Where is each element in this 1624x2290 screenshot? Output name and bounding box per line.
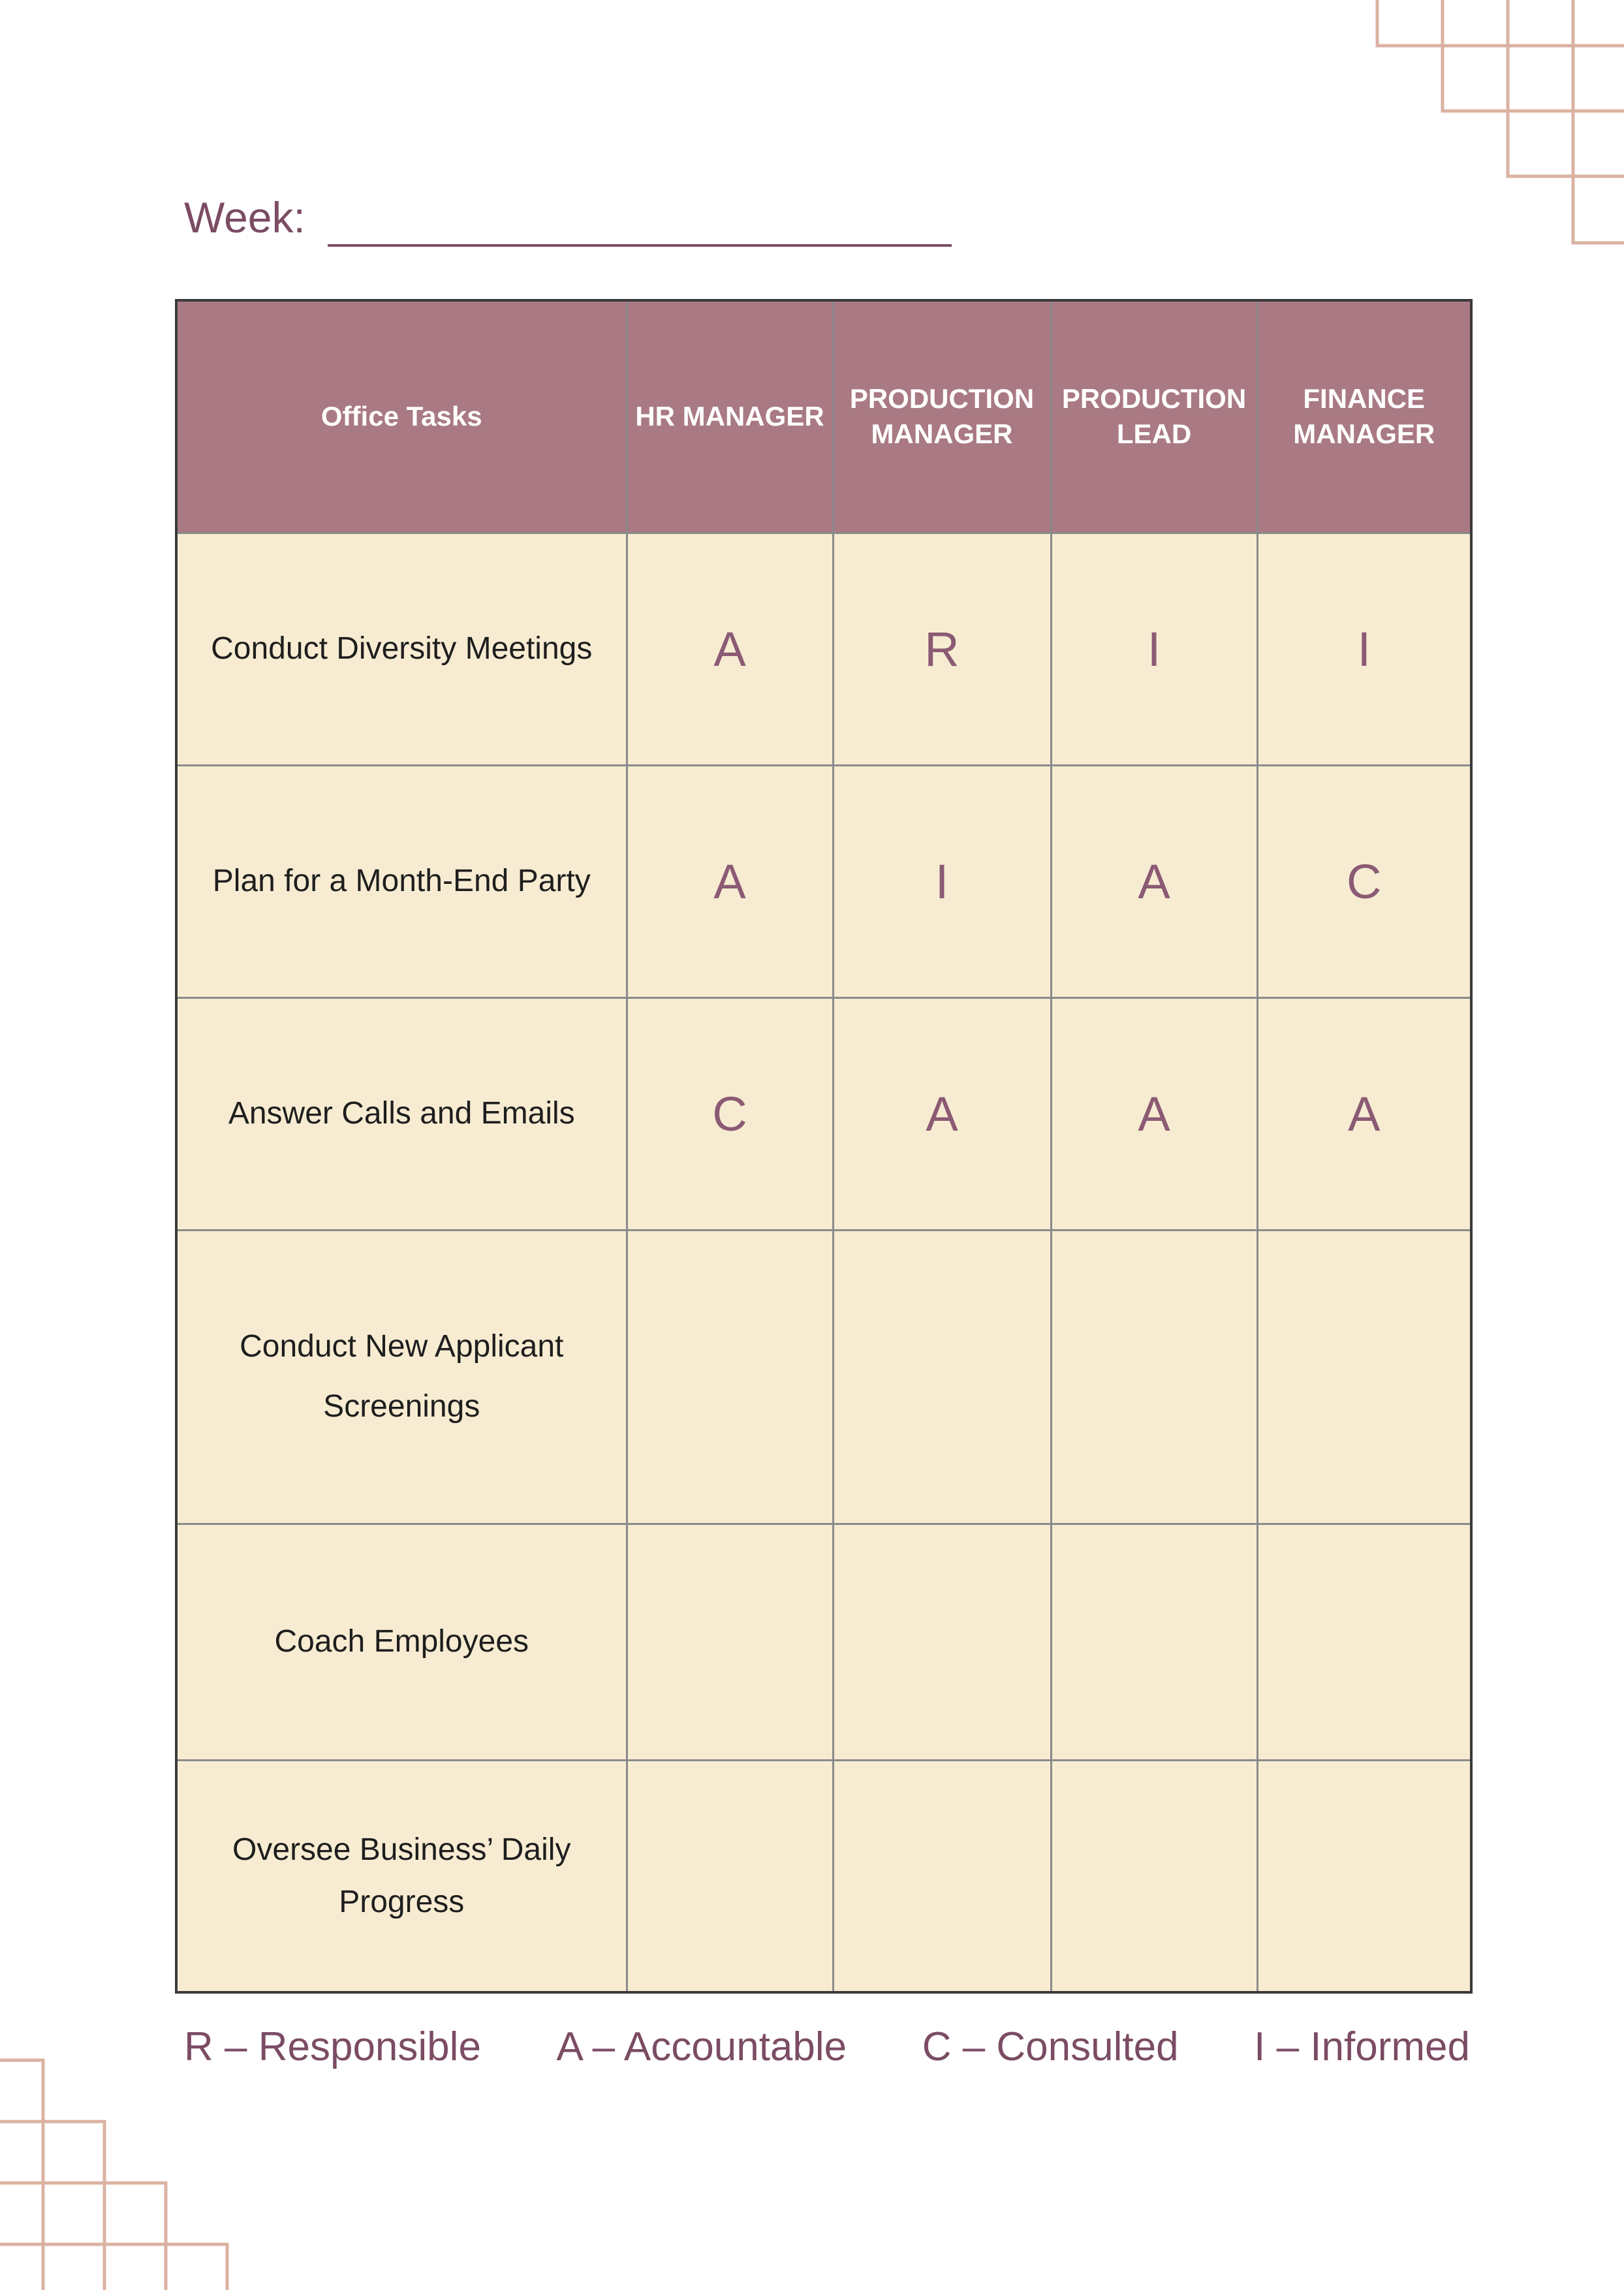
raci-cell-production-lead[interactable] xyxy=(1051,1230,1257,1524)
task-cell: Coach Employees xyxy=(176,1524,627,1760)
corner-grid-decoration-bottom-left xyxy=(0,2056,235,2290)
table-row xyxy=(176,765,1471,997)
raci-cell-finance[interactable] xyxy=(1257,1760,1471,1992)
legend-accountable: A – Accountable xyxy=(556,2024,847,2069)
corner-grid-decoration-top-right xyxy=(1358,0,1624,248)
raci-cell-hr[interactable] xyxy=(627,1524,833,1760)
raci-cell-production-manager[interactable] xyxy=(833,1524,1051,1760)
header-hr-manager: HR MANAGER xyxy=(627,300,833,533)
raci-cell-production-lead[interactable] xyxy=(1051,1524,1257,1760)
raci-cell-hr[interactable]: A xyxy=(627,533,833,765)
table-row xyxy=(176,1760,1471,1992)
raci-cell-production-lead[interactable]: A xyxy=(1051,765,1257,997)
legend-consulted: C – Consulted xyxy=(922,2024,1179,2069)
raci-cell-hr[interactable]: C xyxy=(627,997,833,1230)
week-input-line[interactable] xyxy=(328,244,952,247)
legend-responsible: R – Responsible xyxy=(184,2024,481,2069)
task-cell: Conduct New Applicant Screenings xyxy=(176,1230,627,1524)
task-cell: Plan for a Month-End Party xyxy=(176,765,627,997)
task-cell: Conduct Diversity Meetings xyxy=(176,533,627,765)
task-cell: Answer Calls and Emails xyxy=(176,997,627,1230)
raci-cell-production-manager[interactable]: A xyxy=(833,997,1051,1230)
raci-cell-finance[interactable] xyxy=(1257,1230,1471,1524)
raci-cell-production-lead[interactable] xyxy=(1051,1760,1257,1992)
task-cell: Oversee Business’ Daily Progress xyxy=(176,1760,627,1992)
raci-cell-production-manager[interactable]: R xyxy=(833,533,1051,765)
raci-matrix-table xyxy=(175,299,1473,1994)
raci-legend xyxy=(184,2024,1470,2070)
raci-cell-finance[interactable] xyxy=(1257,1524,1471,1760)
raci-cell-production-lead[interactable]: A xyxy=(1051,997,1257,1230)
raci-cell-production-manager[interactable]: I xyxy=(833,765,1051,997)
raci-cell-finance[interactable]: A xyxy=(1257,997,1471,1230)
raci-cell-finance[interactable]: C xyxy=(1257,765,1471,997)
week-field xyxy=(184,193,952,242)
table-row xyxy=(176,997,1471,1230)
raci-cell-production-manager[interactable] xyxy=(833,1230,1051,1524)
header-row xyxy=(176,300,1471,533)
table-row xyxy=(176,1524,1471,1760)
raci-cell-hr[interactable] xyxy=(627,1760,833,1992)
header-production-manager: PRODUCTION MANAGER xyxy=(833,300,1051,533)
header-finance-manager: FINANCE MANAGER xyxy=(1257,300,1471,533)
raci-cell-finance[interactable]: I xyxy=(1257,533,1471,765)
raci-cell-production-lead[interactable]: I xyxy=(1051,533,1257,765)
legend-informed: I – Informed xyxy=(1254,2024,1470,2069)
header-production-lead: PRODUCTION LEAD xyxy=(1051,300,1257,533)
raci-cell-hr[interactable]: A xyxy=(627,765,833,997)
header-office-tasks: Office Tasks xyxy=(176,300,627,533)
raci-cell-production-manager[interactable] xyxy=(833,1760,1051,1992)
week-label: Week: xyxy=(184,193,305,242)
table-row xyxy=(176,533,1471,765)
table-row xyxy=(176,1230,1471,1524)
raci-cell-hr[interactable] xyxy=(627,1230,833,1524)
